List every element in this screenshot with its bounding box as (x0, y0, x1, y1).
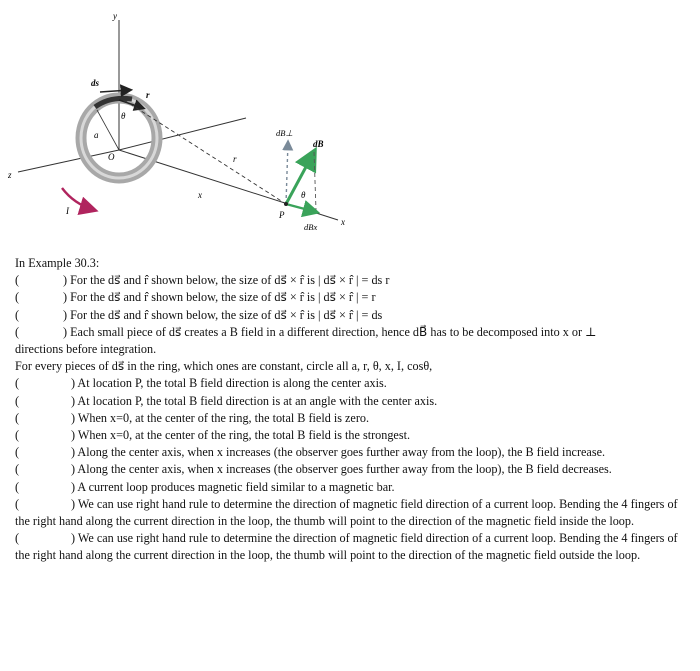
dB-x-arrow (286, 204, 316, 212)
statement-text: ) For the ds⃗ and r̂ shown below, the size of ds⃗ × r̂ is | ds⃗ × r̂ | = ds r (63, 273, 390, 288)
answer-blank[interactable]: ( (15, 393, 20, 408)
dB-perp-arrow (286, 142, 288, 204)
statement-text: ) When x=0, at the center of the ring, the total B field is the strongest. (71, 428, 411, 443)
answer-blank[interactable]: ( (15, 462, 20, 477)
answer-blank[interactable]: ( (15, 531, 20, 546)
statement-b-2 (15, 393, 695, 410)
statement-text: ) We can use right hand rule to determine the direction of magnetic field direction of a current loop. Bending the 4 fingers of the right hand along the current direction in the loop, the thumb will point to the direction of the magnetic field inside the loop. (15, 496, 678, 529)
answer-blank[interactable]: ( (15, 290, 20, 305)
statement-text: ) For the ds⃗ and r̂ shown below, the size of ds⃗ × r̂ is | ds⃗ × r̂ | = ds (63, 307, 383, 322)
answer-blank[interactable]: ( (15, 445, 20, 460)
statement-b-7 (15, 479, 695, 496)
origin-label: O (108, 152, 115, 162)
r-line-label: r (233, 154, 237, 164)
dB-arrow (286, 152, 314, 204)
theta-P-label: θ (301, 190, 306, 200)
intro-line: In Example 30.3: (15, 256, 100, 270)
answer-blank[interactable]: ( (15, 410, 20, 425)
plane-line (119, 118, 246, 150)
ds-arrow (100, 90, 130, 92)
statement-b-6 (15, 461, 695, 478)
statement-text: ) Along the center axis, when x increases (the observer goes further away from the loop), the B field increase. (71, 445, 606, 460)
statement-text: ) At location P, the total B field direction is at an angle with the center axis. (71, 393, 438, 408)
statement-text: ) Along the center axis, when x increases (the observer goes further away from the loop), the B field decreases. (71, 462, 612, 477)
statement-a-1 (15, 272, 695, 289)
dB-label: dB (313, 139, 324, 149)
current-label: I (66, 206, 69, 216)
statement-a-4 (15, 324, 695, 341)
statement-a-4-cont: directions before integration. (15, 342, 157, 357)
dB-projection (314, 152, 316, 210)
answer-blank[interactable]: ( (15, 273, 20, 288)
z-label: z (8, 170, 12, 180)
theta-top-label: θ (121, 111, 126, 121)
answer-blank[interactable]: ( (15, 324, 20, 339)
statement-text: ) At location P, the total B field direction is along the center axis. (71, 376, 387, 391)
statement-c-1 (15, 496, 695, 530)
statement-b-3 (15, 410, 695, 427)
statement-b-4 (15, 427, 695, 444)
statement-text: ) For the ds⃗ and r̂ shown below, the size of ds⃗ × r̂ is | ds⃗ × r̂ | = r (63, 290, 376, 305)
r-dashed-line (124, 100, 286, 204)
a-label: a (94, 130, 99, 140)
statement-a-3 (15, 307, 695, 324)
answer-blank[interactable]: ( (15, 428, 20, 443)
y-label: y (113, 11, 117, 21)
statement-a-2 (15, 289, 695, 306)
r-hat-label: r (146, 90, 150, 100)
dB-x-label: dBx (304, 222, 318, 232)
circle-prompt: For every pieces of ds⃗ in the ring, which ones are constant, circle all a, r, θ, x, I, cosθ, (15, 359, 433, 374)
answer-blank[interactable]: ( (15, 307, 20, 322)
question-text (15, 255, 695, 565)
ds-label: ds (91, 78, 100, 88)
radius-line (97, 110, 119, 150)
statement-text: ) When x=0, at the center of the ring, the total B field is zero. (71, 410, 370, 425)
P-label: P (279, 210, 285, 220)
x-axis-label: x (341, 217, 345, 227)
statement-b-5 (15, 444, 695, 461)
statement-text: ) A current loop produces magnetic field similar to a magnetic bar. (71, 479, 395, 494)
x-mid-label: x (198, 190, 202, 200)
answer-blank[interactable]: ( (15, 496, 20, 511)
statement-c-2 (15, 530, 695, 564)
point-P (284, 202, 288, 206)
current-loop-figure (0, 0, 700, 250)
statement-text: ) Each small piece of ds⃗ creates a B field in a different direction, hence dB⃗ has to be decomposed into x or ⊥ (63, 324, 597, 339)
statement-b-1 (15, 375, 695, 392)
dB-perp-label: dB⊥ (276, 128, 293, 138)
answer-blank[interactable]: ( (15, 479, 20, 494)
statement-text: ) We can use right hand rule to determine the direction of magnetic field direction of a current loop. Bending the 4 fingers of the right hand along the current direction in the loop, the thumb will point to the direction of the magnetic field outside the loop. (15, 531, 678, 563)
answer-blank[interactable]: ( (15, 376, 20, 391)
